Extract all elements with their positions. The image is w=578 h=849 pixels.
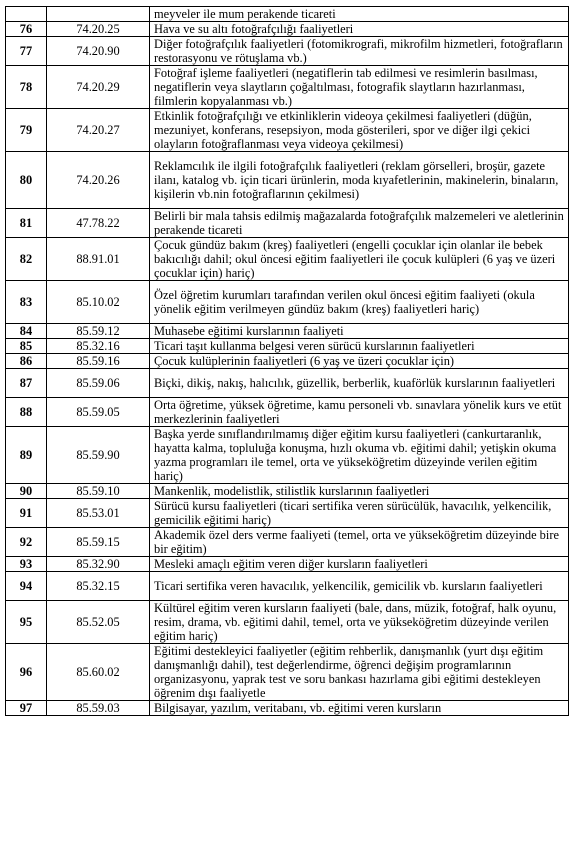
- activity-description: Bilgisayar, yazılım, veritabanı, vb. eğitimi veren kursların: [150, 701, 569, 716]
- row-number: 93: [6, 557, 47, 572]
- activity-code: 85.10.02: [47, 281, 150, 324]
- row-number: 97: [6, 701, 47, 716]
- row-number: 83: [6, 281, 47, 324]
- row-number: 80: [6, 152, 47, 209]
- activity-description: Ticari sertifika veren havacılık, yelkencilik, gemicilik vb. kursların faaliyetleri: [150, 572, 569, 601]
- activity-code: 85.59.06: [47, 369, 150, 398]
- table-row: [6, 22, 569, 37]
- activity-code: 85.32.16: [47, 339, 150, 354]
- activity-code: [47, 7, 150, 22]
- activity-code: 85.59.10: [47, 484, 150, 499]
- row-number: 84: [6, 324, 47, 339]
- activity-code: 47.78.22: [47, 209, 150, 238]
- activity-code-table-body: [6, 7, 569, 716]
- activity-description: Ticari taşıt kullanma belgesi veren sürücü kurslarının faaliyetleri: [150, 339, 569, 354]
- activity-code: 85.59.16: [47, 354, 150, 369]
- table-row: [6, 324, 569, 339]
- activity-code: 88.91.01: [47, 238, 150, 281]
- activity-code: 85.59.90: [47, 427, 150, 484]
- row-number: 86: [6, 354, 47, 369]
- activity-description: Özel öğretim kurumları tarafından verilen okul öncesi eğitim faaliyeti (okula yönelik eğitim verilmeyen gündüz bakım (kreş) faaliyetleri hariç): [150, 281, 569, 324]
- row-number: 77: [6, 37, 47, 66]
- activity-description: Akademik özel ders verme faaliyeti (temel, orta ve yükseköğretim düzeyinde bire bir eğitim): [150, 528, 569, 557]
- table-row: [6, 354, 569, 369]
- activity-description: Belirli bir mala tahsis edilmiş mağazalarda fotoğrafçılık malzemeleri ve aletlerinin perakende ticareti: [150, 209, 569, 238]
- row-number: 78: [6, 66, 47, 109]
- activity-code: 85.60.02: [47, 644, 150, 701]
- row-number: 85: [6, 339, 47, 354]
- table-row: [6, 601, 569, 644]
- table-row: [6, 209, 569, 238]
- activity-code: 85.32.15: [47, 572, 150, 601]
- activity-code: 74.20.26: [47, 152, 150, 209]
- row-number: 90: [6, 484, 47, 499]
- activity-code: 85.59.03: [47, 701, 150, 716]
- table-row: [6, 427, 569, 484]
- activity-description: Kültürel eğitim veren kursların faaliyeti (bale, dans, müzik, fotoğraf, halk oyunu, resim, drama, vb. eğitimi dahil, temel, orta ve yükseköğretim düzeyinde verilen eğitim hariç): [150, 601, 569, 644]
- activity-description: Etkinlik fotoğrafçılığı ve etkinliklerin videoya çekilmesi faaliyetleri (düğün, mezuniyet, konferans, resepsiyon, moda gösterileri, spor ve diğer ilgi çekici olayların fotoğraflanması veya videoya çekilmesi): [150, 109, 569, 152]
- table-row: [6, 66, 569, 109]
- activity-code: 74.20.90: [47, 37, 150, 66]
- table-row: [6, 238, 569, 281]
- activity-code: 85.59.12: [47, 324, 150, 339]
- activity-code: 85.59.15: [47, 528, 150, 557]
- activity-description: Çocuk gündüz bakım (kreş) faaliyetleri (engelli çocuklar için olanlar ile bebek bakıcılığı dahil; okul öncesi eğitim faaliyetleri ile çocuk kulüpleri (6 yaş ve üzeri çocuklar için) hariç): [150, 238, 569, 281]
- table-row: [6, 644, 569, 701]
- table-row: [6, 109, 569, 152]
- table-row: [6, 499, 569, 528]
- table-row: [6, 152, 569, 209]
- activity-code: 85.52.05: [47, 601, 150, 644]
- activity-description: Mankenlik, modelistlik, stilistlik kurslarının faaliyetleri: [150, 484, 569, 499]
- table-row: [6, 281, 569, 324]
- row-number: 76: [6, 22, 47, 37]
- activity-description: Eğitimi destekleyici faaliyetler (eğitim rehberlik, danışmanlık (yurt dışı eğitim danışmanlığı dahil), test değerlendirme, öğrenci değişim programlarının organizasyonu, yaprak test ve soru bankası hazırlama gibi eğitimi destekleyen öğrenim dışı faaliyetle: [150, 644, 569, 701]
- activity-code: 85.53.01: [47, 499, 150, 528]
- activity-description: Mesleki amaçlı eğitim veren diğer kursların faaliyetleri: [150, 557, 569, 572]
- table-row: [6, 528, 569, 557]
- row-number: 81: [6, 209, 47, 238]
- row-number: [6, 7, 47, 22]
- activity-description: Fotoğraf işleme faaliyetleri (negatiflerin tab edilmesi ve resimlerin basılması, negatiflerin veya slaytların çoğaltılması, fotografik slaytların hazırlanması, filmlerin kopyalanması vb.): [150, 66, 569, 109]
- row-number: 96: [6, 644, 47, 701]
- activity-code-table: [5, 6, 569, 716]
- table-row: [6, 484, 569, 499]
- activity-description: Muhasebe eğitimi kurslarının faaliyeti: [150, 324, 569, 339]
- row-number: 89: [6, 427, 47, 484]
- row-number: 92: [6, 528, 47, 557]
- activity-code: 85.59.05: [47, 398, 150, 427]
- activity-description: Orta öğretime, yüksek öğretime, kamu personeli vb. sınavlara yönelik kurs ve etüt merkezlerinin faaliyetleri: [150, 398, 569, 427]
- activity-code: 85.32.90: [47, 557, 150, 572]
- table-row: [6, 557, 569, 572]
- row-number: 91: [6, 499, 47, 528]
- activity-description: Biçki, dikiş, nakış, halıcılık, güzellik, berberlik, kuaförlük kurslarının faaliyetleri: [150, 369, 569, 398]
- row-number: 87: [6, 369, 47, 398]
- table-row: [6, 339, 569, 354]
- row-number: 79: [6, 109, 47, 152]
- activity-description: Başka yerde sınıflandırılmamış diğer eğitim kursu faaliyetleri (cankurtaranlık, hayatta kalma, topluluğa konuşma, hızlı okuma vb. eğitimi dahil; yetişkin okuma yazma programları ile temel, orta ve yükseköğretim düzeyinde verilen eğitim hariç): [150, 427, 569, 484]
- table-row: [6, 369, 569, 398]
- activity-description: Çocuk kulüplerinin faaliyetleri (6 yaş ve üzeri çocuklar için): [150, 354, 569, 369]
- activity-description: Reklamcılık ile ilgili fotoğrafçılık faaliyetleri (reklam görselleri, broşür, gazete ilanı, katalog vb. için ticari ürünlerin, moda kıyafetlerinin, makinelerin, binaların, kişilerin vb.nin fotoğraflarının çekilmesi): [150, 152, 569, 209]
- activity-code: 74.20.27: [47, 109, 150, 152]
- activity-description: Sürücü kursu faaliyetleri (ticari sertifika veren sürücülük, havacılık, yelkencilik, gemicilik eğitimi hariç): [150, 499, 569, 528]
- table-row: [6, 37, 569, 66]
- activity-description: meyveler ile mum perakende ticareti: [150, 7, 569, 22]
- table-row: [6, 398, 569, 427]
- table-row: [6, 7, 569, 22]
- table-row: [6, 572, 569, 601]
- row-number: 94: [6, 572, 47, 601]
- activity-description: Hava ve su altı fotoğrafçılığı faaliyetleri: [150, 22, 569, 37]
- row-number: 95: [6, 601, 47, 644]
- row-number: 82: [6, 238, 47, 281]
- table-row: [6, 701, 569, 716]
- activity-code: 74.20.25: [47, 22, 150, 37]
- activity-description: Diğer fotoğrafçılık faaliyetleri (fotomikrografi, mikrofilm hizmetleri, fotoğrafların restorasyonu ve rötuşlama vb.): [150, 37, 569, 66]
- row-number: 88: [6, 398, 47, 427]
- activity-code: 74.20.29: [47, 66, 150, 109]
